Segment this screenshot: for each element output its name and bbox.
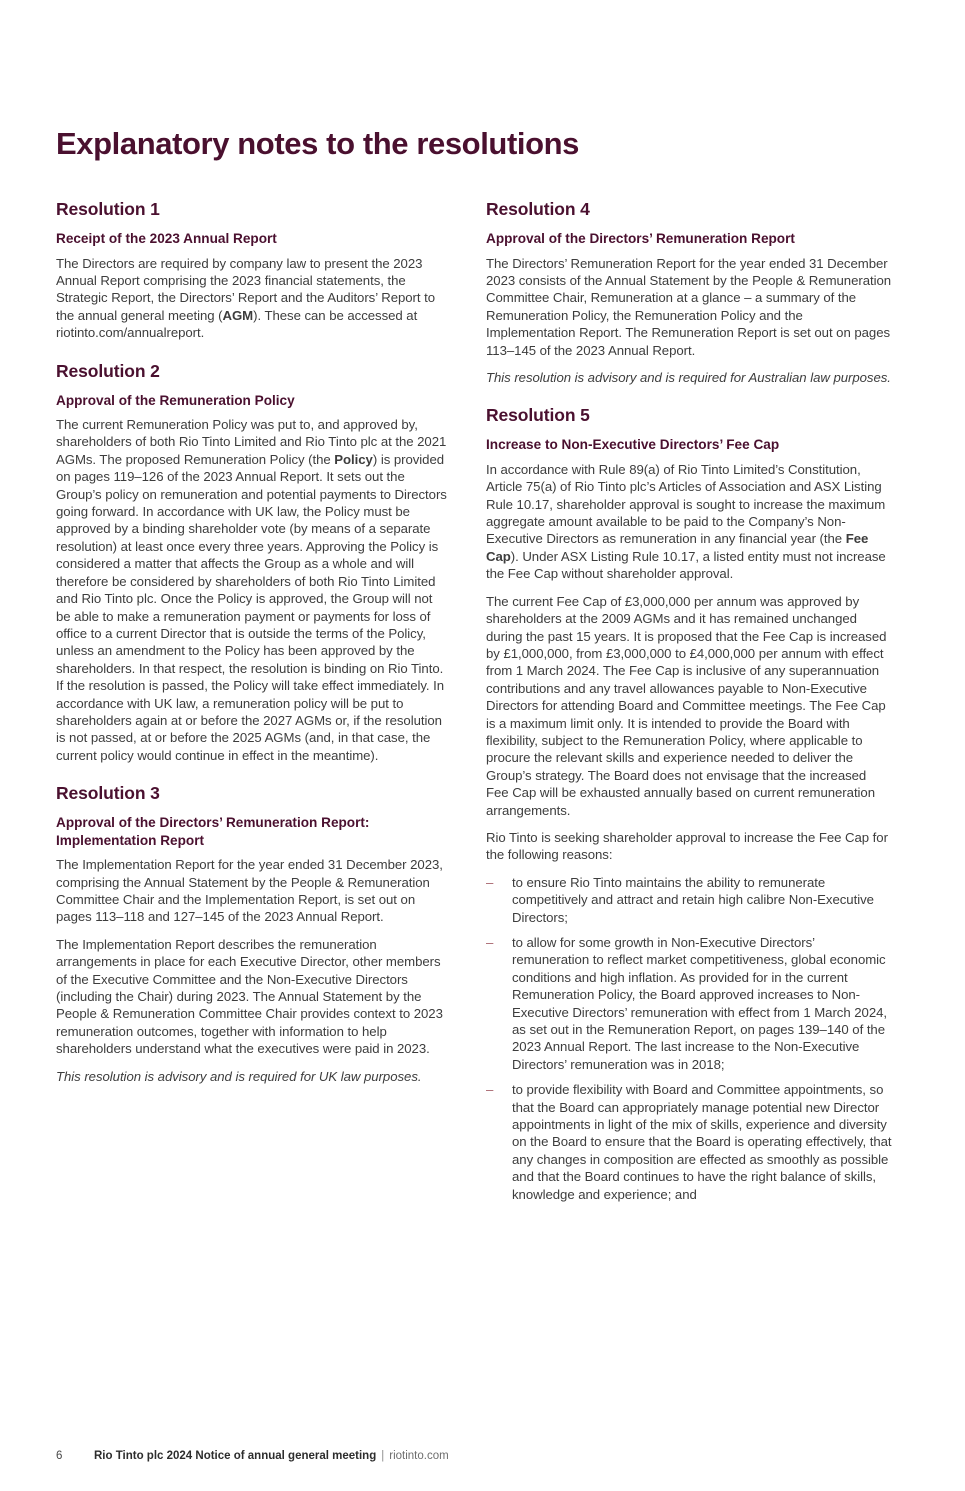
footer-website: riotinto.com (389, 1450, 449, 1462)
list-item-text: to allow for some growth in Non-Executive Directors’ remuneration to reflect market competitiveness, global economic conditions and high inflation. As provided for in the current Remuneration Policy, the Board approved increases to Non-Executive Directors’ remuneration with effect from 1 March 2024, as set out in the Remuneration Report, on pages 139–140 of the 2023 Annual Report. The last increase to the Non-Executive Directors’ remuneration was in 2018; (512, 935, 888, 1072)
resolution-4-subheading: Approval of the Directors’ Remuneration Report (486, 231, 795, 246)
two-column-layout (56, 198, 909, 1211)
resolution-5-paragraph-3: Rio Tinto is seeking shareholder approval to increase the Fee Cap for the following reasons: (486, 829, 888, 863)
resolution-4-heading: Resolution 4 (486, 199, 590, 219)
page-title: Explanatory notes to the resolutions (56, 126, 580, 161)
list-item (486, 874, 892, 926)
right-column (486, 198, 892, 1211)
page-footer (56, 1450, 909, 1462)
resolution-1-heading: Resolution 1 (56, 199, 160, 219)
bullet-dash-marker: – (486, 935, 494, 950)
resolution-4-paragraph: The Directors’ Remuneration Report for the year ended 31 December 2023 consists of the Annual Statement by the People & Remuneration Committee Chair, Remuneration at a glance – a summary of the Remuneration Policy, the Remuneration Policy and the Implementation Report. The Remuneration Report is set out on pages 113–145 of the 2023 Annual Report. (486, 255, 892, 358)
section-resolution-4 (486, 199, 892, 386)
section-resolution-5 (486, 405, 892, 1203)
footer-publication-title: Rio Tinto plc 2024 Notice of annual general meeting (94, 1450, 377, 1462)
resolution-2-heading: Resolution 2 (56, 360, 160, 381)
resolution-1-paragraph: The Directors are required by company law to present the 2023 Annual Report comprising the 2023 financial statements, the Strategic Report, the Directors’ Report and the Auditors’ Report to the annual general meeting (AGM). These can be accessed at riotinto.com/annualreport. (56, 255, 436, 341)
document-page (0, 126, 965, 1462)
list-item (486, 1081, 892, 1203)
resolution-5-paragraph-1: In accordance with Rule 89(a) of Rio Tinto Limited’s Constitution, Article 75(a) of Rio Tinto plc’s Articles of Association and ASX Listing Rule 10.17, shareholder approval is sought to increase the maximum aggregate amount available to be paid to the Company’s Non-Executive Directors as remuneration in any financial year (the Fee Cap). Under ASX Listing Rule 10.17, a listed entity must not increase the Fee Cap without shareholder approval. (486, 461, 886, 582)
bullet-dash-marker: – (486, 874, 494, 890)
bullet-dash-marker: – (486, 1082, 494, 1098)
list-item (486, 934, 892, 1073)
footer-separator: | (381, 1450, 385, 1462)
resolution-3-heading: Resolution 3 (56, 783, 160, 804)
list-item-text: to ensure Rio Tinto maintains the ability to remunerate competitively and attract and retain high calibre Non-Executive Directors; (512, 874, 874, 925)
resolution-4-advisory-note: This resolution is advisory and is required for Australian law purposes. (486, 369, 891, 385)
resolution-1-subheading: Receipt of the 2023 Annual Report (56, 231, 277, 246)
resolution-3-paragraph-1: The Implementation Report for the year ended 31 December 2023, comprising the Annual Statement by the People & Remuneration Committee Chair and the Implementation Report, is set out on pages 113–118 and 127–145 of the 2023 Annual Report. (56, 857, 443, 925)
resolution-5-heading: Resolution 5 (486, 405, 590, 426)
resolution-5-reasons-list (486, 874, 892, 1203)
resolution-2-subheading: Approval of the Remuneration Policy (56, 392, 295, 408)
resolution-2-paragraph: The current Remuneration Policy was put to, and approved by, shareholders of both Rio Tinto Limited and Rio Tinto plc at the 2021 AGMs. The proposed Remuneration Policy (the Policy) is provided on pages 119–126 of the 2023 Annual Report. It sets out the Group’s policy on remuneration and potential payments to Directors going forward. In accordance with UK law, the Policy must be approved by a binding shareholder vote (by means of a separate resolution) at least once every three years. Approving the Policy is considered a matter that affects the Group as a whole and will therefore be considered by shareholders of both Rio Tinto Limited and Rio Tinto plc. Once the Policy is approved, the Group will not be able to make a remuneration payment or payments for loss of office to a current Director that is outside the terms of the Policy, unless an amendment to the Policy has been approved by the shareholders. In that respect, the resolution is binding on Rio Tinto. If the resolution is passed, the Policy will take effect immediately. In accordance with UK law, a remuneration policy will be put to shareholders again at or before the 2027 AGMs or, if the resolution is not passed, at or before the 2025 AGMs (and, in that case, the current policy would continue in effect in the meantime). (56, 417, 447, 763)
resolution-5-subheading: Increase to Non-Executive Directors’ Fee Cap (486, 437, 780, 453)
left-column (56, 198, 450, 1211)
section-resolution-2 (56, 361, 450, 765)
list-item-text: to provide flexibility with Board and Committee appointments, so that the Board can appropriately manage potential new Director appointments in light of the mix of skills, experience and diversity on the Board to ensure that the Board is operating effectively, that any changes in composition are effected as smoothly as possible and that the Board continues to have the right balance of skills, knowledge and experience; and (512, 1082, 892, 1202)
section-resolution-3 (56, 783, 450, 1085)
resolution-3-advisory-note: This resolution is advisory and is required for UK law purposes. (56, 1068, 422, 1084)
resolution-3-paragraph-2: The Implementation Report describes the remuneration arrangements in place for each Executive Director, other members of the Executive Committee and the Non-Executive Directors (including the Chair) during 2023. The Annual Statement by the People & Remuneration Committee Chair provides context to 2023 remuneration outcomes, together with information to help shareholders understand what the executives were paid in 2023. (56, 936, 443, 1057)
resolution-5-paragraph-2: The current Fee Cap of £3,000,000 per annum was approved by shareholders at the 2009 AGMs and it has remained unchanged during the past 15 years. It is proposed that the Fee Cap is increased by £1,000,000, from £3,000,000 to £4,000,000 per annum with effect from 1 March 2024. The Fee Cap is inclusive of any superannuation contributions and any travel allowances payable to Non-Executive Directors for attending Board and Committee meetings. The Fee Cap is a maximum limit only. It is intended to provide the Board with flexibility, subject to the Remuneration Policy, where applicable to procure the relevant skills and experience needed to deliver the Group’s strategy. The Board does not envisage that the increased Fee Cap will be exhausted annually based on current remuneration arrangements. (486, 593, 887, 818)
page-number: 6 (56, 1450, 63, 1462)
section-resolution-1 (56, 199, 450, 342)
resolution-3-subheading: Approval of the Directors’ Remuneration Report: Implementation Report (56, 815, 370, 848)
